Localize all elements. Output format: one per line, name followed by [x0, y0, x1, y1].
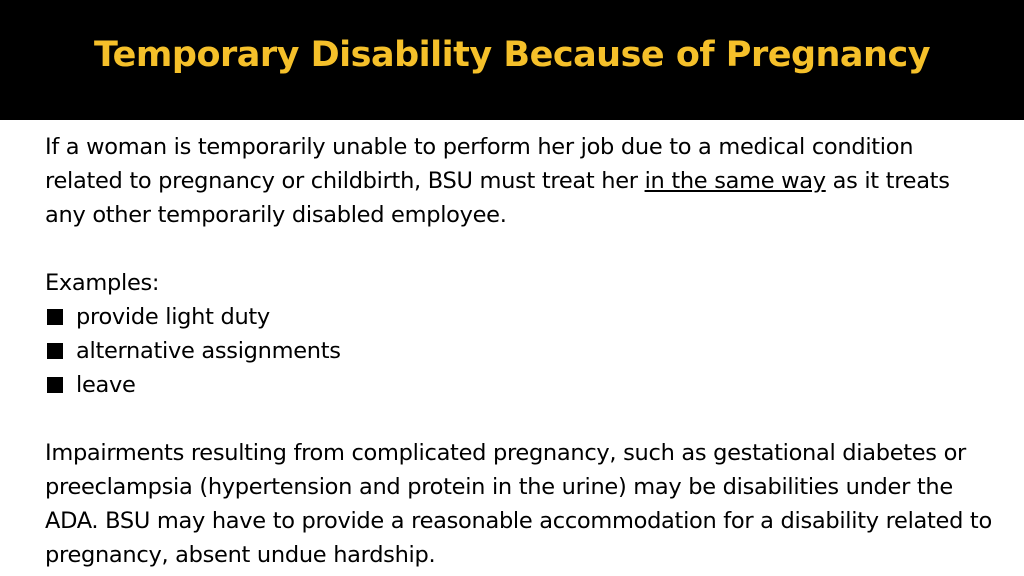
intro-text-before: If a woman is temporarily unable to perform her job due to a medical condition related to pregnancy or childbirth, BSU must treat her: [45, 134, 914, 194]
list-item: [45, 300, 995, 334]
square-bullet-icon: [47, 309, 63, 325]
title-bar: [0, 0, 1024, 120]
spacer: [45, 402, 995, 436]
intro-emphasis: in the same way: [644, 168, 826, 194]
intro-text-after: as it treats any other temporarily disabled employee.: [45, 168, 950, 228]
intro-paragraph: [45, 130, 995, 232]
square-bullet-icon: [47, 343, 63, 359]
list-item-label: alternative assignments: [76, 338, 341, 364]
spacer: [45, 232, 995, 266]
examples-heading: Examples:: [45, 270, 160, 296]
list-item: [45, 368, 995, 402]
square-bullet-icon: [47, 377, 63, 393]
closing-paragraph: Impairments resulting from complicated pregnancy, such as gestational diabetes or preeclampsia (hypertension and protein in the urine) may be disabilities under the ADA. BSU may have to provide a reasonable accommodation for a disability related to pregnancy, absent undue hardship.: [45, 440, 992, 568]
slide-body: [45, 130, 995, 572]
slide-title: Temporary Disability Because of Pregnancy: [93, 35, 931, 75]
list-item-label: provide light duty: [76, 304, 270, 330]
list-item: [45, 334, 995, 368]
list-item-label: leave: [76, 372, 136, 398]
